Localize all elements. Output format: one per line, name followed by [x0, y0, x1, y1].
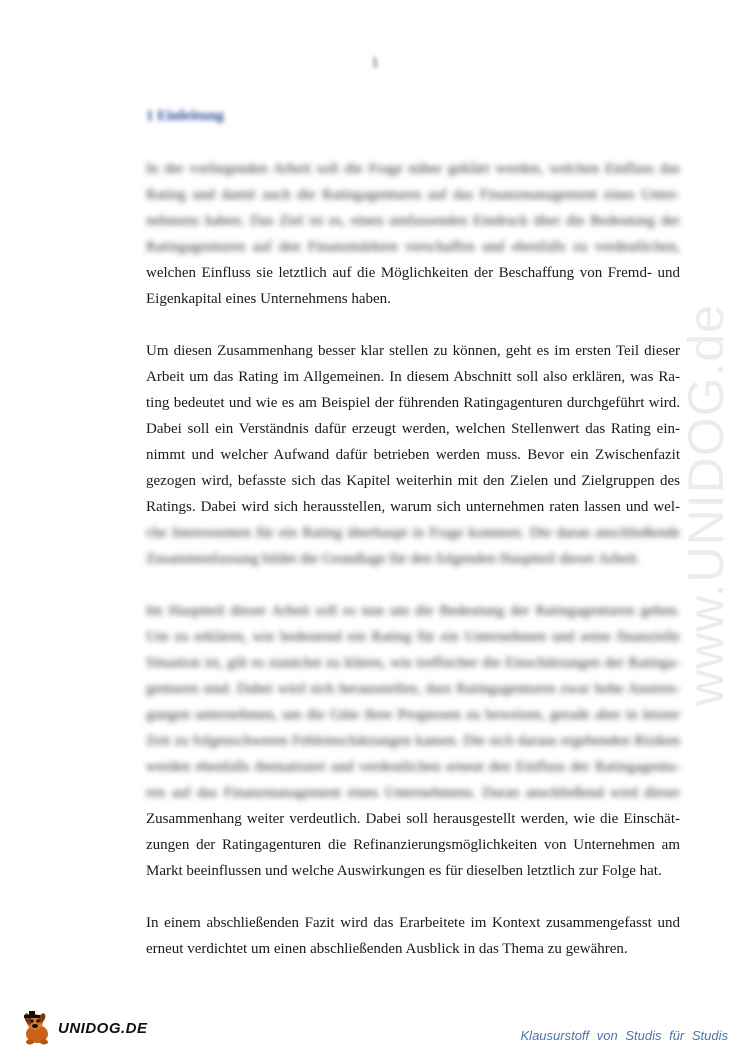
text-line: Markt beeinflussen und welche Auswirkungen es für dieselben letztlich zur Folge hat.: [146, 863, 662, 879]
unidog-logo[interactable]: [20, 1008, 160, 1048]
text-line: Um diesen Zusammenhang besser klar stellen zu können, geht es im ersten Teil dieser: [146, 343, 680, 359]
text-line: Ratingagenturen auf den Finanzmärkten verschaffen und ebenfalls zu verdeutlichen,: [146, 239, 680, 255]
text-line: ren auf das Finanzmanagement eines Unternehmens. Daran anschließend wird dieser: [146, 785, 680, 801]
text-line: Dabei soll ein Verständnis dafür erzeugt werden, welchen Stellenwert das Rating ein-: [146, 421, 680, 437]
logo-text: UNIDOG.DE: [58, 1019, 148, 1037]
text-line: Situation ist, gilt es zunächst zu klären, wie treffsicher die Einschätzungen der Ratinga-: [146, 655, 680, 671]
text-line: erneut verdichtet um einen abschließenden Ausblick in das Thema zu gewähren.: [146, 941, 628, 957]
text-line: genturen sind. Dabei wird sich herausstellen, dass Ratingagenturen zwar hohe Anstren-: [146, 681, 680, 697]
text-line: In einem abschließenden Fazit wird das Erarbeitete im Kontext zusammengefasst und: [146, 915, 680, 931]
text-line: che Interessenten für ein Rating überhaupt in Frage kommen. Die daran anschließende: [146, 525, 680, 541]
watermark: [666, 270, 746, 740]
text-line: Ratings. Dabei wird sich herausstellen, warum sich unternehmen raten lassen und wel-: [146, 499, 680, 515]
paragraph-4: [146, 910, 680, 962]
text-line: Im Hauptteil dieser Arbeit soll es nun um die Bedeutung der Ratingagenturen gehen.: [146, 603, 680, 619]
paragraph-2: [146, 338, 680, 572]
text-line: ting bedeutet und wie es am Beispiel der führenden Ratingagenturen durchgeführt wird.: [146, 395, 680, 411]
text-line: Eigenkapital eines Unternehmens haben.: [146, 291, 391, 307]
text-line: Zeit zu folgenschweren Fehleinschätzungen kamen. Die sich daraus ergebenden Risiken: [146, 733, 680, 749]
text-line: Arbeit um das Rating im Allgemeinen. In diesem Abschnitt soll also erklären, was Ra-: [146, 369, 680, 385]
text-line: gungen unternehmen, um die Güte ihrer Prognosen zu beweisen, gerade aber in letzter: [146, 707, 680, 723]
text-line: gezogen wird, befasste sich das Kapitel weiterhin mit den Zielen und Zielgruppen des: [146, 473, 680, 489]
text-line: werden ebenfalls thematisiert und verdeutlichen erneut den Einfluss der Ratingagentu-: [146, 759, 680, 775]
text-line: In der vorliegenden Arbeit soll die Frage näher geklärt werden, welchen Einfluss das: [146, 161, 680, 177]
text-line: nimmt und welcher Aufwand dafür betrieben werden muss. Bevor ein Zwischenfazit: [146, 447, 680, 463]
paragraph-3: [146, 598, 680, 884]
section-heading: 1 Einleitung: [146, 108, 224, 124]
page-number: 1: [371, 55, 379, 71]
watermark-text: www.UNIDOG.de: [678, 304, 734, 706]
text-line: nehmens haben. Das Ziel ist es, einen umfassenden Eindruck über die Bedeutung der: [146, 213, 680, 229]
dog-mascot-icon: [20, 1010, 54, 1046]
text-line: zungen der Ratingagenturen die Refinanzierungsmöglichkeiten von Unternehmen am: [146, 837, 680, 853]
paragraph-1: [146, 156, 680, 312]
footer-tagline: Klausurstoff von Studis für Studis: [520, 1028, 728, 1043]
text-line: Um zu erklären, wie bedeutend ein Rating für ein Unternehmen und seine finanzielle: [146, 629, 680, 645]
text-line: Zusammenfassung bildet die Grundlage für den folgenden Hauptteil dieser Arbeit.: [146, 551, 641, 567]
text-line: Zusammenhang weiter verdeutlich. Dabei soll herausgestellt werden, wie die Einschät-: [146, 811, 680, 827]
text-line: Rating und damit auch die Ratingagenturen auf das Finanzmanagement eines Unter-: [146, 187, 680, 203]
text-line: welchen Einfluss sie letztlich auf die Möglichkeiten der Beschaffung von Fremd- und: [146, 265, 680, 281]
